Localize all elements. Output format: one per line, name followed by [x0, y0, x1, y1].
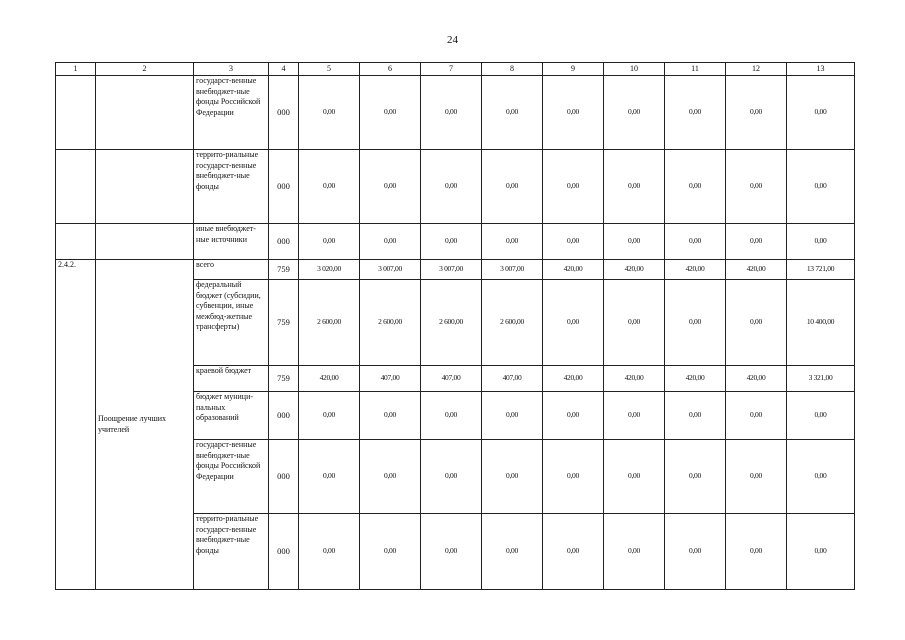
- value-cell: 0,00: [482, 392, 543, 440]
- value-cell: 0,00: [726, 392, 787, 440]
- column-header: 6: [360, 63, 421, 76]
- code-cell: 000: [269, 150, 299, 224]
- value-cell: 0,00: [543, 76, 604, 150]
- value-cell: 0,00: [299, 150, 360, 224]
- value-cell: 0,00: [421, 440, 482, 514]
- measure-name-cell: [96, 224, 194, 260]
- value-cell: 0,00: [604, 224, 665, 260]
- value-cell: 0,00: [421, 392, 482, 440]
- column-header: 4: [269, 63, 299, 76]
- value-cell: 0,00: [543, 150, 604, 224]
- measure-name-cell: Поощрение лучших учителей: [96, 260, 194, 590]
- value-cell: 420,00: [543, 366, 604, 392]
- value-cell: 0,00: [360, 76, 421, 150]
- funding-source-cell: бюджет муници-пальных образований: [194, 392, 269, 440]
- column-header: 1: [56, 63, 96, 76]
- value-cell: 0,00: [360, 440, 421, 514]
- value-cell: 420,00: [726, 366, 787, 392]
- value-cell: 0,00: [787, 440, 855, 514]
- code-cell: 000: [269, 514, 299, 590]
- value-cell: 0,00: [604, 280, 665, 366]
- funding-source-cell: террито-риальные государст-венные внебюджет-ные фонды: [194, 514, 269, 590]
- value-cell: 407,00: [360, 366, 421, 392]
- funding-source-cell: террито-риальные государст-венные внебюджет-ные фонды: [194, 150, 269, 224]
- column-header: 7: [421, 63, 482, 76]
- value-cell: 420,00: [604, 260, 665, 280]
- value-cell: 0,00: [787, 150, 855, 224]
- code-cell: 000: [269, 76, 299, 150]
- value-cell: 0,00: [604, 76, 665, 150]
- value-cell: 2 600,00: [360, 280, 421, 366]
- column-header: 13: [787, 63, 855, 76]
- value-cell: 0,00: [299, 224, 360, 260]
- value-cell: 0,00: [421, 514, 482, 590]
- funding-source-cell: иные внебюджет-ные источники: [194, 224, 269, 260]
- table-row: [56, 260, 855, 280]
- value-cell: 0,00: [543, 392, 604, 440]
- row-number-cell: [56, 76, 96, 150]
- value-cell: 2 600,00: [482, 280, 543, 366]
- value-cell: 0,00: [360, 150, 421, 224]
- row-number-cell: [56, 150, 96, 224]
- value-cell: 0,00: [787, 514, 855, 590]
- column-header: 12: [726, 63, 787, 76]
- value-cell: 0,00: [604, 440, 665, 514]
- value-cell: 0,00: [665, 440, 726, 514]
- value-cell: 0,00: [482, 440, 543, 514]
- value-cell: 0,00: [665, 76, 726, 150]
- table-row: [56, 150, 855, 224]
- measure-name-cell: [96, 150, 194, 224]
- measure-name-cell: [96, 76, 194, 150]
- value-cell: 3 007,00: [360, 260, 421, 280]
- value-cell: 0,00: [299, 76, 360, 150]
- funding-source-cell: государст-венные внебюджет-ные фонды Российской Федерации: [194, 76, 269, 150]
- value-cell: 0,00: [665, 150, 726, 224]
- value-cell: 420,00: [543, 260, 604, 280]
- row-number-cell: [56, 224, 96, 260]
- value-cell: 0,00: [482, 514, 543, 590]
- column-header: 10: [604, 63, 665, 76]
- column-number-row: [56, 63, 855, 76]
- code-cell: 759: [269, 280, 299, 366]
- page-number: 24: [447, 34, 458, 46]
- code-cell: 759: [269, 260, 299, 280]
- value-cell: 3 020,00: [299, 260, 360, 280]
- value-cell: 0,00: [787, 76, 855, 150]
- value-cell: 0,00: [665, 392, 726, 440]
- value-cell: 407,00: [421, 366, 482, 392]
- value-cell: 0,00: [726, 76, 787, 150]
- value-cell: 2 600,00: [421, 280, 482, 366]
- value-cell: 3 007,00: [482, 260, 543, 280]
- value-cell: 3 007,00: [421, 260, 482, 280]
- value-cell: 0,00: [482, 224, 543, 260]
- value-cell: 420,00: [604, 366, 665, 392]
- value-cell: 0,00: [360, 514, 421, 590]
- value-cell: 0,00: [482, 150, 543, 224]
- code-cell: 000: [269, 392, 299, 440]
- value-cell: 0,00: [787, 392, 855, 440]
- value-cell: 420,00: [726, 260, 787, 280]
- value-cell: 0,00: [604, 150, 665, 224]
- value-cell: 0,00: [360, 392, 421, 440]
- value-cell: 420,00: [665, 366, 726, 392]
- value-cell: 0,00: [299, 440, 360, 514]
- value-cell: 0,00: [543, 440, 604, 514]
- value-cell: 0,00: [543, 514, 604, 590]
- value-cell: 0,00: [726, 224, 787, 260]
- funding-source-cell: федеральный бюджет (субсидии, субвенции, иные межбюд-жетные трансферты): [194, 280, 269, 366]
- column-header: 3: [194, 63, 269, 76]
- table-row: [56, 224, 855, 260]
- code-cell: 000: [269, 224, 299, 260]
- value-cell: 0,00: [543, 224, 604, 260]
- budget-table: [55, 62, 855, 590]
- value-cell: 0,00: [421, 150, 482, 224]
- value-cell: 0,00: [665, 280, 726, 366]
- value-cell: 0,00: [787, 224, 855, 260]
- row-number-cell: 2.4.2.: [56, 260, 96, 590]
- column-header: 9: [543, 63, 604, 76]
- column-header: 2: [96, 63, 194, 76]
- code-cell: 000: [269, 440, 299, 514]
- funding-source-cell: всего: [194, 260, 269, 280]
- value-cell: 0,00: [299, 514, 360, 590]
- value-cell: 10 400,00: [787, 280, 855, 366]
- column-header: 8: [482, 63, 543, 76]
- value-cell: 0,00: [604, 392, 665, 440]
- value-cell: 0,00: [360, 224, 421, 260]
- value-cell: 420,00: [299, 366, 360, 392]
- value-cell: 0,00: [665, 224, 726, 260]
- table-row: [56, 76, 855, 150]
- value-cell: 13 721,00: [787, 260, 855, 280]
- value-cell: 3 321,00: [787, 366, 855, 392]
- value-cell: 0,00: [665, 514, 726, 590]
- funding-source-cell: краевой бюджет: [194, 366, 269, 392]
- value-cell: 0,00: [421, 224, 482, 260]
- value-cell: 2 600,00: [299, 280, 360, 366]
- value-cell: 0,00: [543, 280, 604, 366]
- value-cell: 0,00: [421, 76, 482, 150]
- value-cell: 0,00: [726, 440, 787, 514]
- value-cell: 0,00: [299, 392, 360, 440]
- funding-source-cell: государст-венные внебюджет-ные фонды Российской Федерации: [194, 440, 269, 514]
- value-cell: 407,00: [482, 366, 543, 392]
- value-cell: 420,00: [665, 260, 726, 280]
- value-cell: 0,00: [726, 150, 787, 224]
- value-cell: 0,00: [726, 280, 787, 366]
- column-header: 5: [299, 63, 360, 76]
- value-cell: 0,00: [604, 514, 665, 590]
- value-cell: 0,00: [726, 514, 787, 590]
- code-cell: 759: [269, 366, 299, 392]
- column-header: 11: [665, 63, 726, 76]
- value-cell: 0,00: [482, 76, 543, 150]
